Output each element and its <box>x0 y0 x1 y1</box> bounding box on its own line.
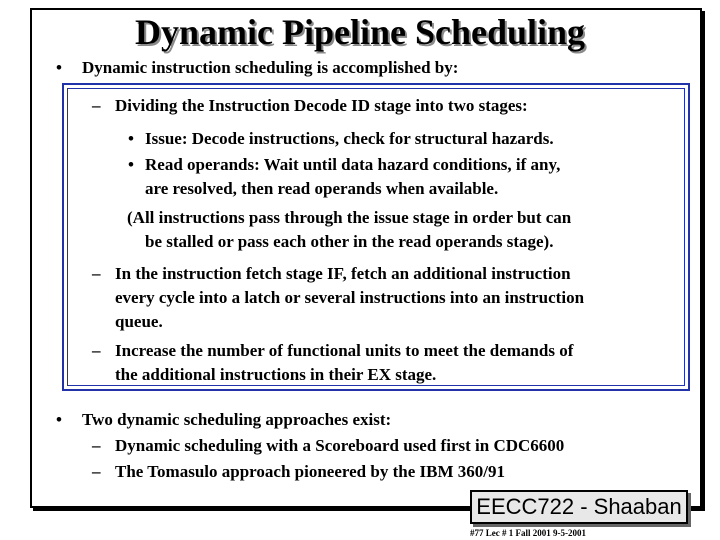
note-line2: be stalled or pass each other in the read operands stage). <box>145 232 554 251</box>
dash-marker: – <box>92 264 101 283</box>
bullet-text-1: Dynamic instruction scheduling is accomplished by: <box>82 58 459 77</box>
dash-text-2-line2: every cycle into a latch or several instructions into an instruction <box>115 288 585 307</box>
sub-text-2-line1: Read operands: Wait until data hazard conditions, if any, <box>145 155 561 174</box>
sub-text-2-line2: are resolved, then read operands when available. <box>145 179 499 198</box>
dash-marker: – <box>92 96 101 115</box>
sub-bullet-marker: • <box>128 129 134 148</box>
dash-text-3-line2: the additional instructions in their EX stage. <box>115 365 437 384</box>
slide-title: Dynamic Pipeline Scheduling <box>134 12 586 52</box>
slide-footer: #77 Lec # 1 Fall 2001 9-5-2001 <box>470 528 586 538</box>
bullet-marker: • <box>56 58 62 77</box>
note-line1: (All instructions pass through the issue stage in order but can <box>127 208 572 227</box>
dash-marker: – <box>92 462 101 481</box>
dash-text-5: The Tomasulo approach pioneered by the IBM 360/91 <box>115 462 505 481</box>
dash-text-4: Dynamic scheduling with a Scoreboard used first in CDC6600 <box>115 436 565 455</box>
bullet-marker: • <box>56 410 62 429</box>
dash-marker: – <box>92 341 101 360</box>
dash-text-2-line1: In the instruction fetch stage IF, fetch an additional instruction <box>115 264 571 283</box>
course-badge: EECC722 - Shaaban <box>470 490 688 524</box>
dash-text-3-line1: Increase the number of functional units to meet the demands of <box>115 341 574 360</box>
dash-marker: – <box>92 436 101 455</box>
bullet-text-2: Two dynamic scheduling approaches exist: <box>82 410 392 429</box>
dash-text-2-line3: queue. <box>115 312 163 331</box>
dash-text-1: Dividing the Instruction Decode ID stage into two stages: <box>115 96 528 115</box>
sub-text-1: Issue: Decode instructions, check for structural hazards. <box>145 129 554 148</box>
sub-bullet-marker: • <box>128 155 134 174</box>
